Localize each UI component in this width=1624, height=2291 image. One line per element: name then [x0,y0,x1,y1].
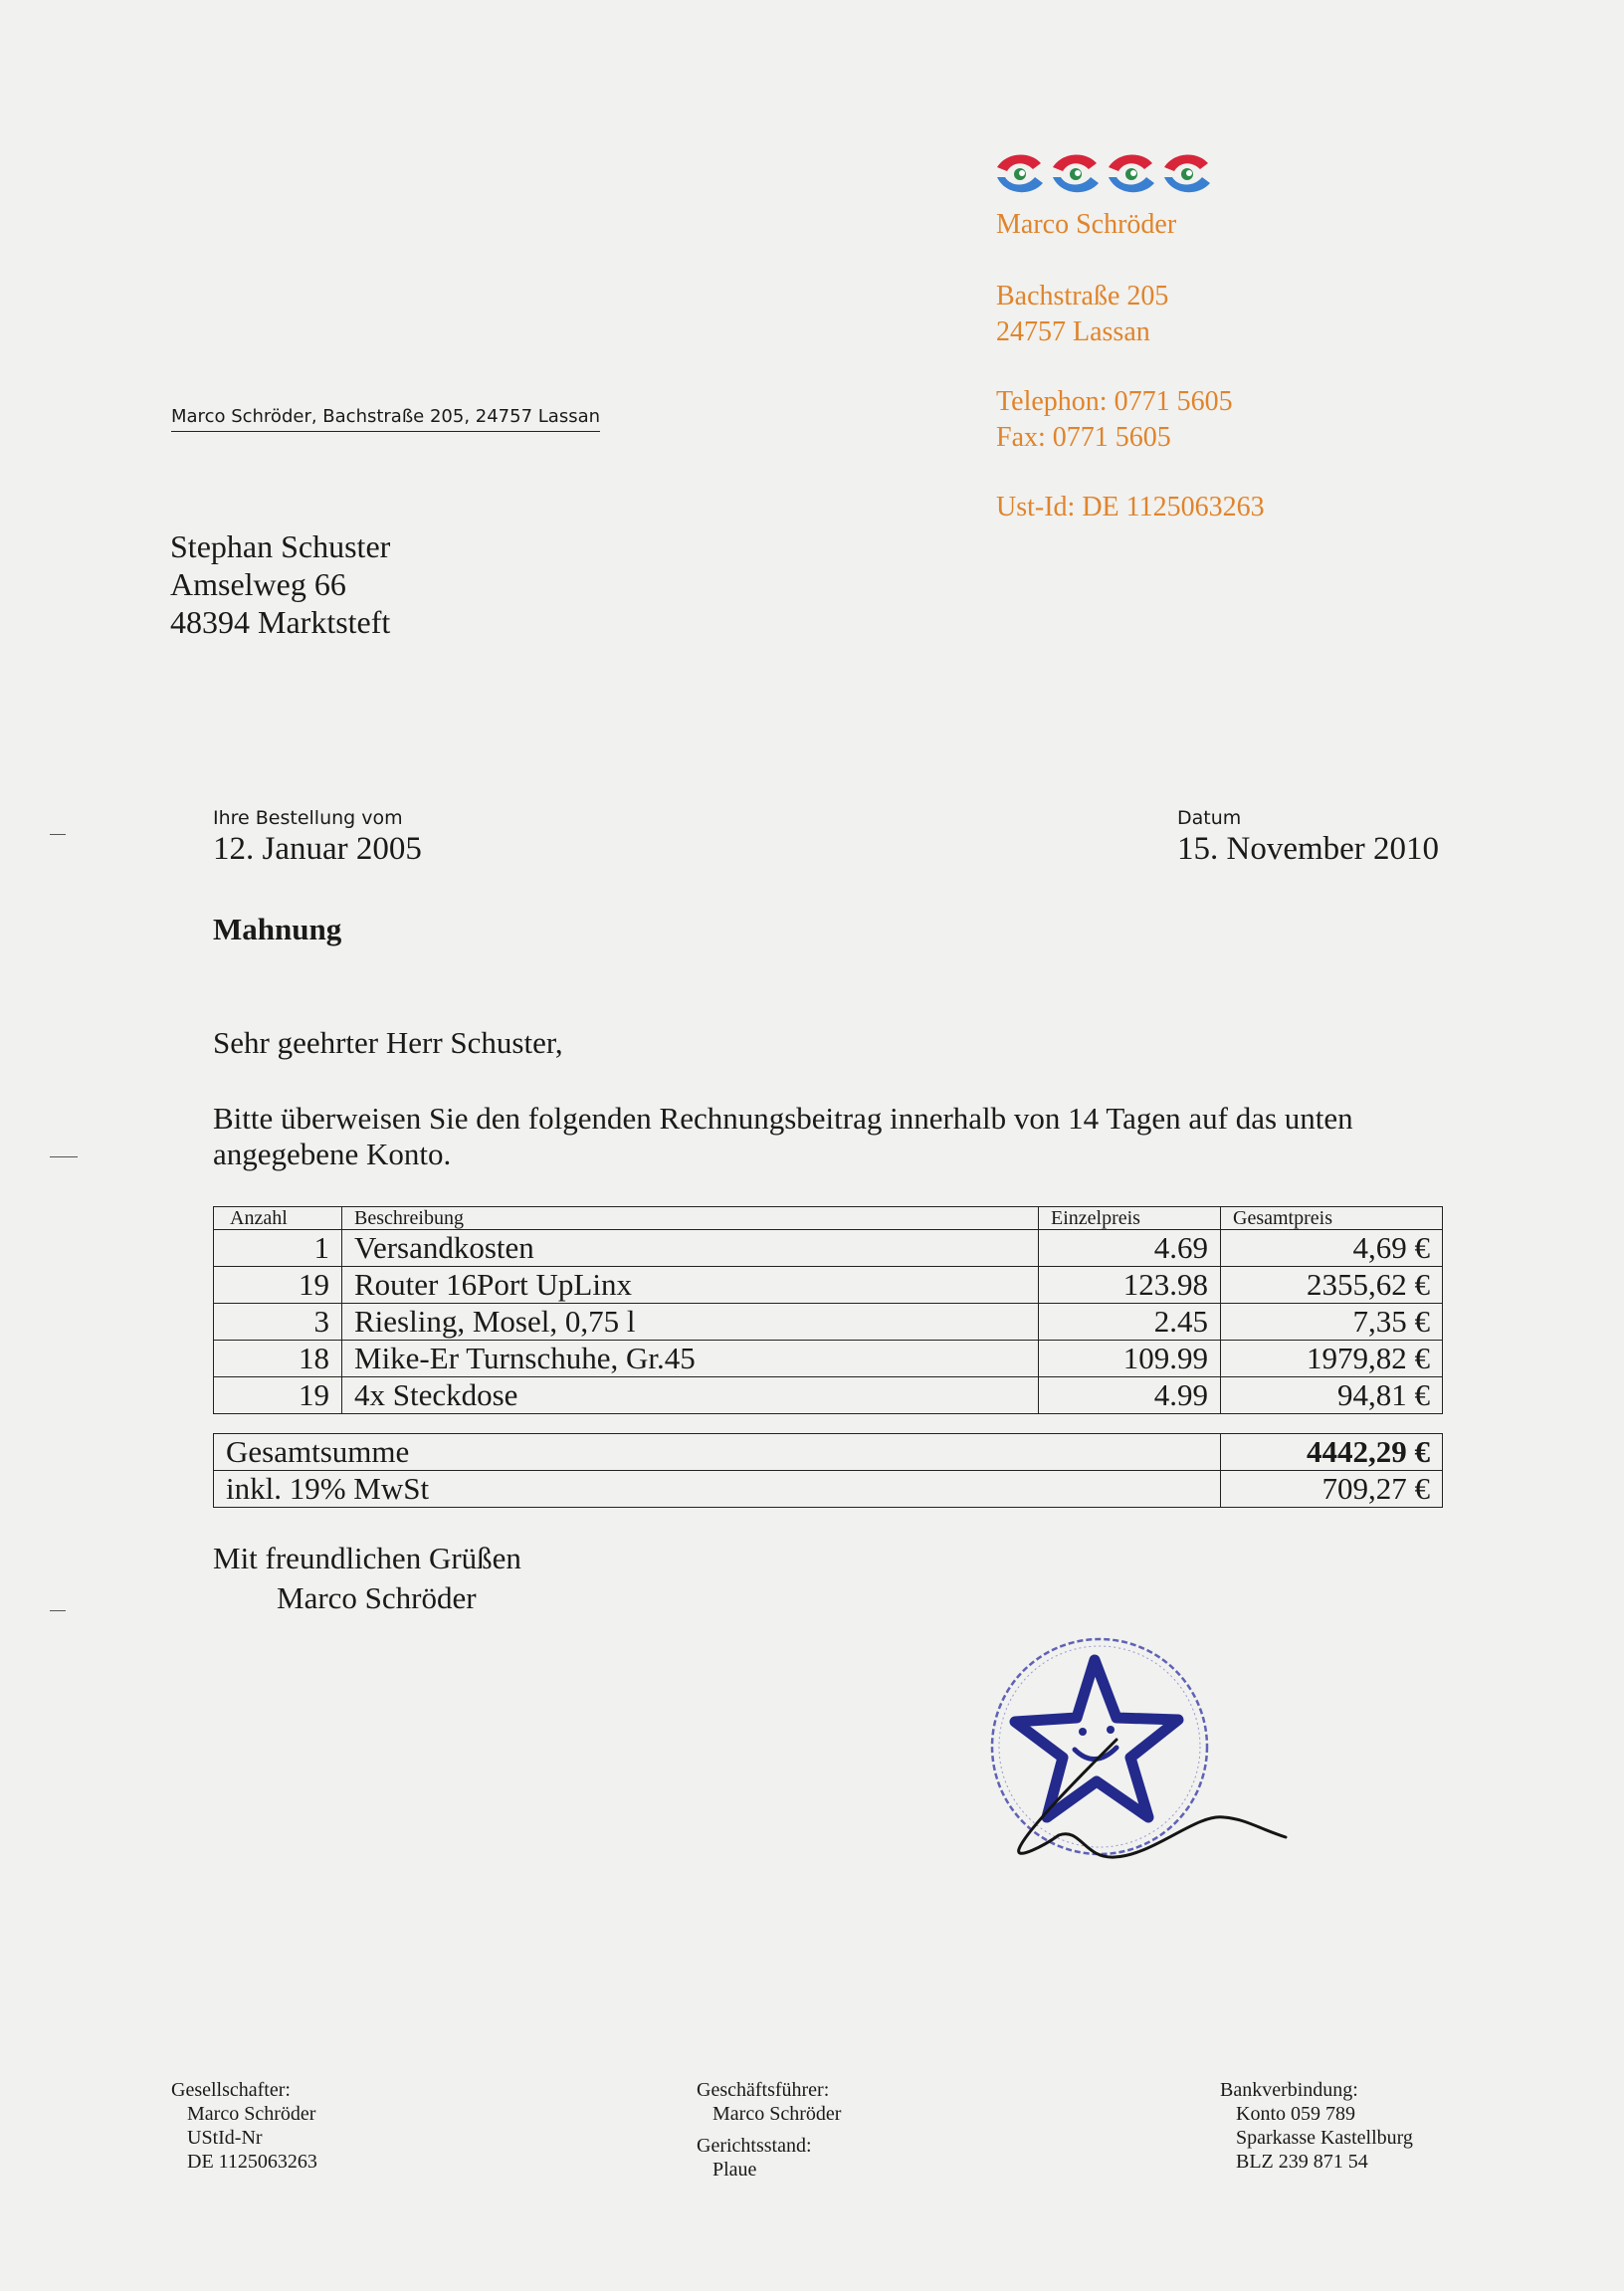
sender-city: 24757 Lassan [996,316,1150,347]
letter-subject: Mahnung [213,912,342,946]
smiling-star-stamp-icon [985,1632,1314,1931]
logo-mark-3 [1109,154,1154,192]
fold-mark [50,1610,66,1611]
table-row [214,1267,1443,1304]
row-unit-price: 4.69 [1039,1230,1221,1267]
row-description: 4x Steckdose [342,1377,1039,1414]
bank-name: Sparkasse Kastellburg [1236,2127,1413,2149]
invoice-totals-table [213,1433,1443,1508]
col-header-total-price: Gesamtpreis [1221,1207,1443,1230]
total-sum-row [214,1434,1443,1471]
footer-partner [171,2078,317,2174]
salutation: Sehr geehrter Herr Schuster, [213,1025,563,1060]
vat-value: 709,27 € [1221,1471,1443,1508]
sender-fax: Fax: 0771 5605 [996,422,1171,453]
row-description: Riesling, Mosel, 0,75 l [342,1304,1039,1341]
row-total-price: 1979,82 € [1221,1341,1443,1377]
order-date-label: Ihre Bestellung vom [213,807,403,829]
logo-mark-1 [997,154,1043,192]
table-row [214,1377,1443,1414]
sender-contact-block [996,279,1265,525]
court-label: Gerichtsstand: [697,2135,812,2157]
row-total-price: 7,35 € [1221,1304,1443,1341]
col-header-unit-price: Einzelpreis [1039,1207,1221,1230]
letter-date: 15. November 2010 [1177,831,1440,867]
logo-mark-4 [1164,154,1210,192]
recipient-name: Stephan Schuster [170,528,391,564]
row-unit-price: 123.98 [1039,1267,1221,1304]
ceo-label: Geschäftsführer: [697,2079,830,2101]
row-qty: 3 [214,1304,342,1341]
sender-vat-id: Ust-Id: DE 1125063263 [996,492,1265,522]
sender-street: Bachstraße 205 [996,281,1169,312]
punch-mark [50,1156,78,1157]
row-qty: 18 [214,1341,342,1377]
partner-name: Marco Schröder [187,2103,316,2125]
row-unit-price: 109.99 [1039,1341,1221,1377]
signer-name: Marco Schröder [277,1580,477,1615]
row-qty: 1 [214,1230,342,1267]
row-qty: 19 [214,1267,342,1304]
col-header-qty: Anzahl [214,1207,342,1230]
ustid-value: DE 1125063263 [187,2151,317,2173]
footer-management [697,2078,841,2182]
letter-body: Bitte überweisen Sie den folgenden Rechnungsbeitrag innerhalb von 14 Tagen auf das unten angegebene Konto. [213,1101,1353,1171]
bank-account: Konto 059 789 [1236,2103,1355,2125]
letter-date-label: Datum [1177,807,1242,829]
partner-label: Gesellschafter: [171,2079,291,2101]
recipient-address [170,527,390,641]
total-sum-value: 4442,29 € [1221,1434,1443,1471]
row-description: Router 16Port UpLinx [342,1267,1039,1304]
table-row [214,1341,1443,1377]
order-date: 12. Januar 2005 [213,831,422,867]
recipient-city: 48394 Marktsteft [170,604,391,640]
logo-mark-2 [1053,154,1099,192]
row-total-price: 2355,62 € [1221,1267,1443,1304]
row-description: Versandkosten [342,1230,1039,1267]
vat-label: inkl. 19% MwSt [214,1471,1221,1508]
ustid-label: UStId-Nr [187,2127,263,2149]
fold-mark [50,834,66,835]
company-name: Marco Schröder [996,209,1177,240]
row-total-price: 4,69 € [1221,1230,1443,1267]
col-header-description: Beschreibung [342,1207,1039,1230]
row-unit-price: 2.45 [1039,1304,1221,1341]
table-row [214,1304,1443,1341]
sender-phone: Telephon: 0771 5605 [996,386,1233,417]
court-value: Plaue [712,2159,757,2181]
return-address-line: Marco Schröder, Bachstraße 205, 24757 Lassan [171,406,600,432]
footer-bank [1220,2078,1413,2174]
spacer [996,350,1265,384]
company-logo-icon [993,149,1214,201]
closing-phrase: Mit freundlichen Grüßen [213,1541,521,1575]
row-total-price: 94,81 € [1221,1377,1443,1414]
bank-code: BLZ 239 871 54 [1236,2151,1368,2173]
vat-row [214,1471,1443,1508]
total-sum-label: Gesamtsumme [214,1434,1221,1471]
table-row [214,1230,1443,1267]
spacer [996,456,1265,490]
row-qty: 19 [214,1377,342,1414]
recipient-street: Amselweg 66 [170,566,346,602]
invoice-items-table [213,1206,1443,1414]
row-unit-price: 4.99 [1039,1377,1221,1414]
ceo-name: Marco Schröder [712,2103,842,2125]
table-header-row [214,1207,1443,1230]
row-description: Mike-Er Turnschuhe, Gr.45 [342,1341,1039,1377]
bank-label: Bankverbindung: [1220,2079,1358,2101]
